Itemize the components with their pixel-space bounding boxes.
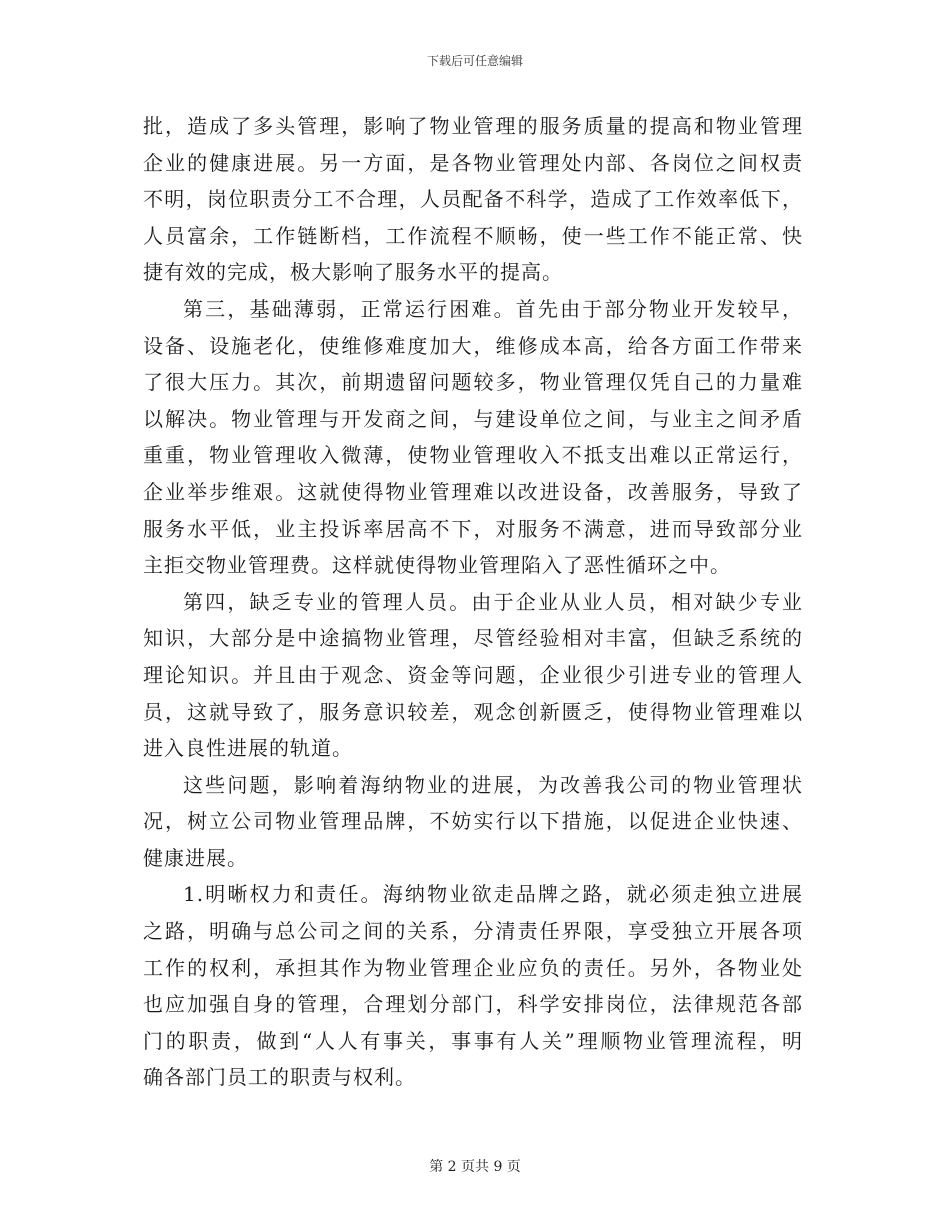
text-line: 员，这就导致了，服务意识较差，观念创新匮乏，使得物业管理难以 xyxy=(143,699,803,724)
paragraph xyxy=(143,108,803,291)
page-header: 下载后可任意编辑 xyxy=(426,54,523,68)
text-line: 门的职责，做到“人人有事关，事事有人关”理顺物业管理流程，明 xyxy=(143,1028,803,1053)
text-line: 捷有效的完成，极大影响了服务水平的提高。 xyxy=(143,260,563,285)
text-line: 了很大压力。其次，前期遗留问题较多，物业管理仅凭自己的力量难 xyxy=(143,370,803,395)
text-line: 进入良性进展的轨道。 xyxy=(143,736,353,761)
text-line: 第三，基础薄弱，正常运行困难。首先由于部分物业开发较早， xyxy=(183,296,803,321)
text-line: 第四，缺乏专业的管理人员。由于企业从业人员，相对缺少专业 xyxy=(183,589,803,614)
paragraph xyxy=(143,876,803,1096)
text-line: 理论知识。并且由于观念、资金等问题，企业很少引进专业的管理人 xyxy=(143,662,803,687)
text-line: 批，造成了多头管理，影响了物业管理的服务质量的提高和物业管理 xyxy=(143,114,803,138)
paragraph xyxy=(143,767,803,877)
text-line: 主拒交物业管理费。这样就使得物业管理陷入了恶性循环之中。 xyxy=(143,553,731,578)
text-line: 企业的健康进展。另一方面，是各物业管理处内部、各岗位之间权责 xyxy=(143,150,803,175)
text-line: 人员富余，工作链断档，工作流程不顺畅，使一些工作不能正常、快 xyxy=(143,223,803,248)
text-line: 知识，大部分是中途搞物业管理，尽管经验相对丰富，但缺乏系统的 xyxy=(143,626,803,651)
document-body xyxy=(143,108,803,1096)
text-line: 健康进展。 xyxy=(143,845,248,870)
text-line: 之路，明确与总公司之间的关系，分清责任界限，享受独立开展各项 xyxy=(143,919,803,944)
text-line: 1.明晰权力和责任。海纳物业欲走品牌之路，就必须走独立进展 xyxy=(183,882,803,907)
text-line: 服务水平低，业主投诉率居高不下，对服务不满意，进而导致部分业 xyxy=(143,516,803,541)
paragraph xyxy=(143,291,803,584)
text-line: 确各部门员工的职责与权利。 xyxy=(143,1065,416,1090)
text-line: 也应加强自身的管理，合理划分部门，科学安排岗位，法律规范各部 xyxy=(143,992,803,1017)
text-line: 设备、设施老化，使维修难度加大，维修成本高，给各方面工作带来 xyxy=(143,333,803,358)
text-line: 这些问题，影响着海纳物业的进展，为改善我公司的物业管理状 xyxy=(183,772,803,797)
text-line: 况，树立公司物业管理品牌，不妨实行以下措施，以促进企业快速、 xyxy=(143,809,803,834)
paragraph xyxy=(143,584,803,767)
text-line: 重重，物业管理收入微薄，使物业管理收入不抵支出难以正常运行， xyxy=(143,443,803,468)
page-footer: 第 2 页共 9 页 xyxy=(429,1159,521,1175)
text-line: 不明，岗位职责分工不合理，人员配备不科学，造成了工作效率低下， xyxy=(143,187,803,212)
text-line: 以解决。物业管理与开发商之间，与建设单位之间，与业主之间矛盾 xyxy=(143,406,803,431)
text-line: 工作的权利，承担其作为物业管理企业应负的责任。另外，各物业处 xyxy=(143,955,803,980)
text-line: 企业举步维艰。这就使得物业管理难以改进设备，改善服务，导致了 xyxy=(143,479,803,504)
